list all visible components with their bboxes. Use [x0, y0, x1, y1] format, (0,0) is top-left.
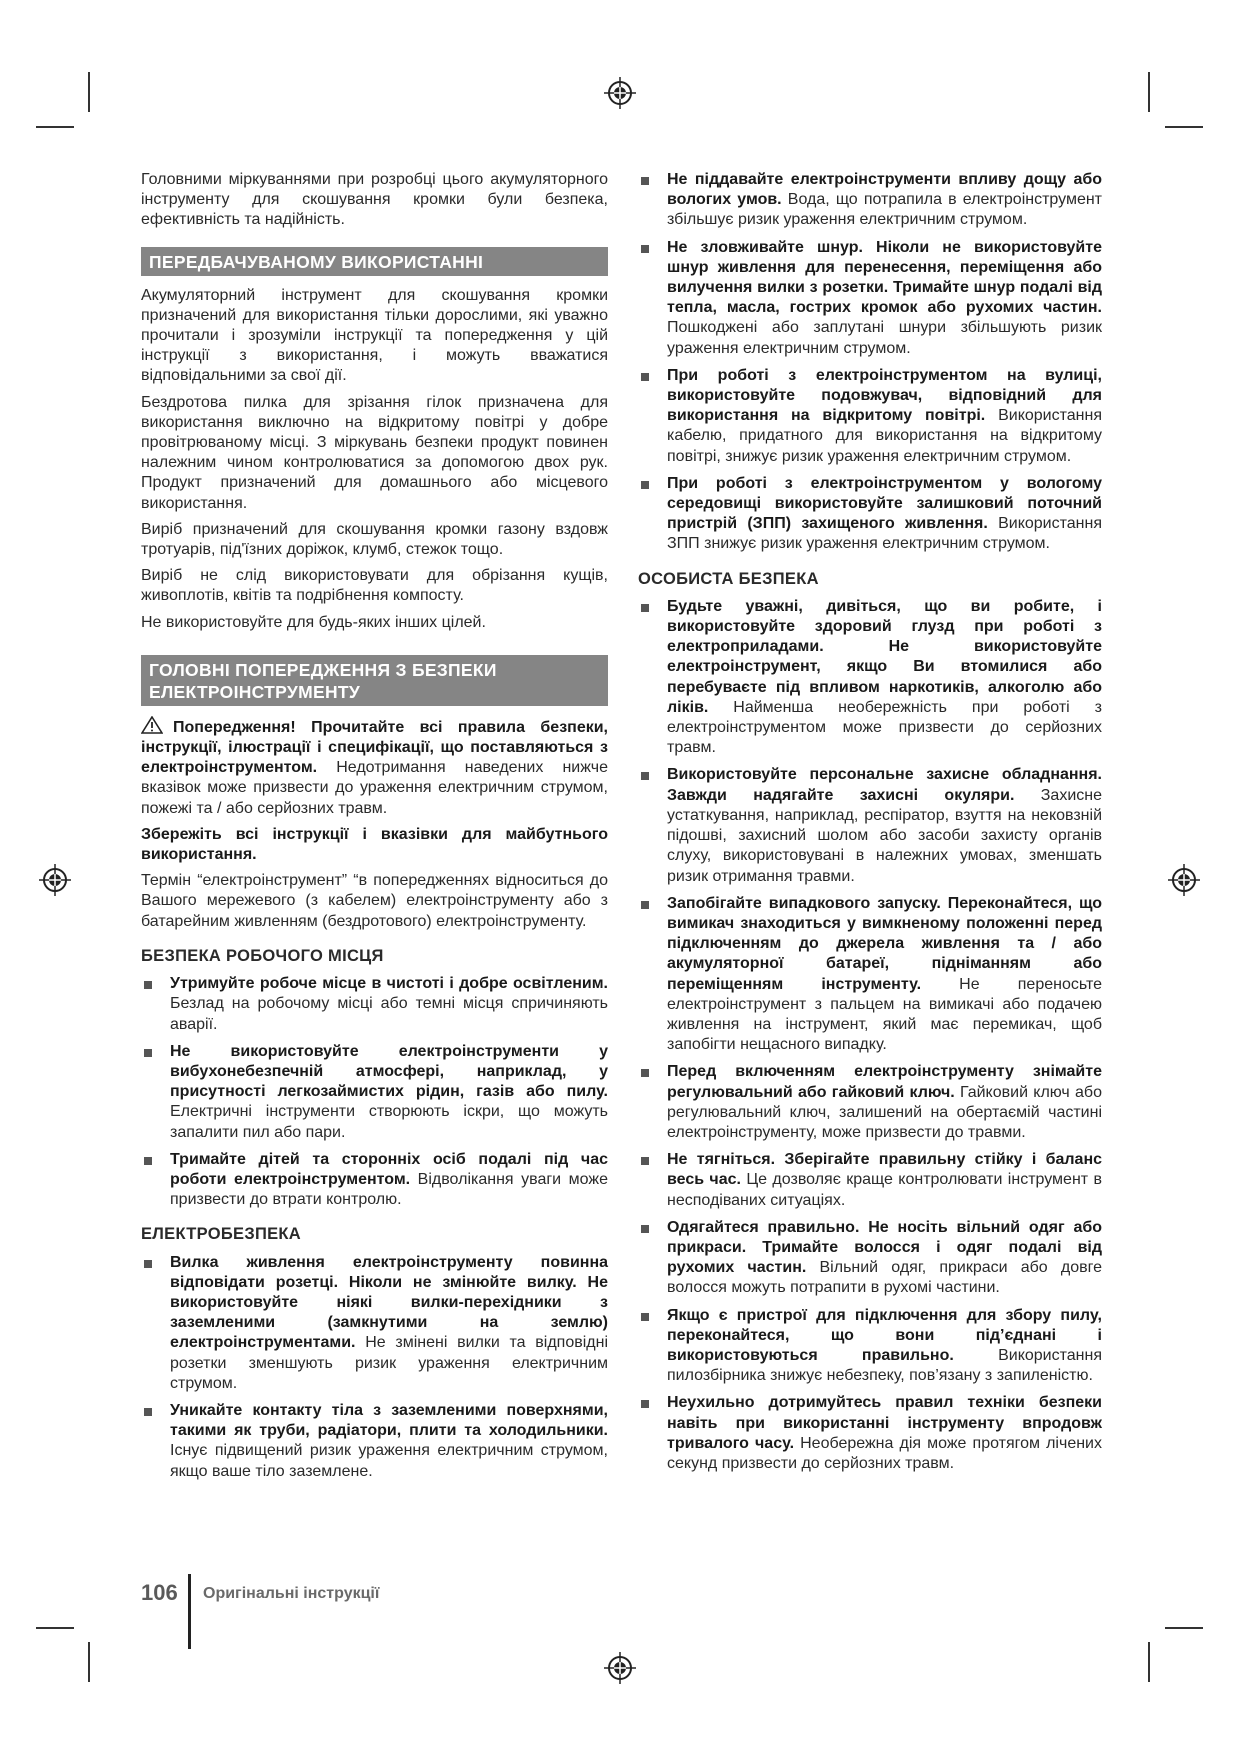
keep-instructions [141, 825, 608, 865]
warning-triangle-icon [141, 716, 163, 734]
list-item-text: Найменша необережність при роботі з електроінструментом може призвести до серйозних травм. [667, 698, 1102, 757]
list-item [638, 474, 1102, 555]
list-item [141, 1253, 608, 1394]
crop-mark [1148, 72, 1150, 112]
footer-label: Оригінальні інструкції [203, 1585, 380, 1602]
page-number: 106 [141, 1580, 178, 1605]
paragraph: Акумуляторний інструмент для скошування кромки призначений для використання тільки дорослими, які уважно прочитали і зрозуміли інструкції та попередження у цій інструкції з використання, і можуть вважатися відповідальними за свої дії. [141, 286, 608, 385]
list-item [141, 1150, 608, 1211]
list-item [141, 1401, 608, 1482]
paragraph: Бездротова пилка для зрізання гілок призначена для використання виключно на відкритому повітрі у добре провітрюваному місці. З міркувань безпеки продукт повинен належним чином контролюватися за допомогою двох рук. Продукт призначений для домашнього або місцевого використання. [141, 393, 608, 512]
electrical-list [141, 1253, 608, 1482]
list-item-bold: Утримуйте робоче місце в чистоті і добре освітленим. [170, 975, 608, 993]
list-item [638, 1150, 1102, 1211]
list-item-bold: Неухильно дотримуйтесь правил техніки безпеки навіть при використанні інструменту впродовж тривалого часу. [667, 1394, 1102, 1452]
list-item-text: Гайковий ключ або регулювальний ключ, залишений на обертаємій частині електроінструменту, може призвести до травми. [667, 1083, 1102, 1141]
left-column [141, 170, 608, 1489]
list-item [638, 894, 1102, 1056]
section-heading-intended-use: ПЕРЕДБАЧУВАНОМУ ВИКОРИСТАННІ [141, 247, 608, 276]
footer-divider [188, 1574, 191, 1649]
personal-list [638, 597, 1102, 1474]
paragraph: Виріб призначений для скошування кромки газону вздовж тротуарів, під'їзних доріжок, клумб, стежок тощо. [141, 520, 608, 559]
list-item-text: Відволікання уваги може призвести до втрати контролю. [170, 1170, 608, 1209]
crop-mark [88, 72, 90, 112]
crop-mark [88, 1642, 90, 1682]
workplace-list [141, 974, 608, 1210]
electrical-list-continued [638, 170, 1102, 555]
list-item-text: Використання кабелю, придатного для використання на відкритому повітрі, знижує ризик ураження електричним струмом. [667, 407, 1103, 465]
list-item-text: Використання пилозбірника знижує небезпеку, пов’язану з запиленістю. [667, 1346, 1102, 1385]
list-item [638, 597, 1102, 759]
crop-mark [1165, 1627, 1203, 1629]
list-item-text: Не змінені вилки та відповідні розетки зменшують ризик ураження електричним струмом. [170, 1334, 608, 1392]
list-item-text: Вода, що потрапила в електроінструмент збільшує ризик ураження електричним струмом. [667, 191, 1103, 229]
paragraph: Не використовуйте для будь-яких інших цілей. [141, 613, 486, 631]
list-item-bold: Уникайте контакту тіла з заземленими поверхнями, такими як труби, радіатори, плити та холодильники. [170, 1401, 608, 1440]
list-item-text: Пошкоджені або заплутані шнури збільшують ризик ураження електричним струмом. [667, 319, 1102, 357]
list-item-text: Безлад на робочому місці або темні місця спричиняють аварії. [170, 995, 608, 1033]
list-item-bold: Одягайтеся правильно. Не носіть вільний одяг або прикраси. Тримайте волосся і одяг подалі від рухомих частин. [667, 1218, 1102, 1277]
right-column [638, 170, 1102, 1481]
warning-text: Недотримання наведених нижче вказівок може призвести до ураження електричним струмом, пожежі та / або серйозних травм. [141, 759, 608, 817]
list-item-text: Необережна дія може протягом лічених секунд призвести до серйозних травм. [667, 1434, 1102, 1472]
list-item-bold: Вилка живлення електроінструменту повинна відповідати розетці. Ніколи не змінюйте вилку. Не використовуйте ніякі вилки-перехідники з заземленими (замкнутими на землю) електроінструментами. [170, 1253, 608, 1352]
list-item-bold: Не використовуйте електроінструменти у вибухонебезпечній атмосфері, наприклад, у присутності легкозаймистих рідин, газів або пилу. [170, 1042, 608, 1101]
list-item [141, 974, 608, 1035]
list-item-bold: Будьте уважні, дивіться, що ви робите, і використовуйте здоровий глузд при роботі з електроприладами. Не використовуйте електроінструмент, якщо Ви втомилися або перебуваєте під впливом наркотиків, алкоголю або ліків. [667, 597, 1102, 716]
list-item-text: Використання ЗПП знижує ризик ураження електричним струмом. [667, 515, 1103, 553]
list-item-text: Вільний одяг, прикраси або довге волосся можуть потрапити в рухомі частини. [667, 1259, 1102, 1297]
list-item [638, 1218, 1102, 1299]
list-item-bold: Перед включенням електроінструменту знімайте регулювальний або гайковий ключ. [667, 1063, 1102, 1101]
paragraph: Виріб не слід використовувати для обрізання кущів, живоплотів, квітів та подрібнення компосту. [141, 567, 608, 605]
list-item-bold: При роботі з електроінструментом у вологому середовищі використовуйте залишковий поточний пристрій (ЗПП) захищеного живлення. [667, 474, 1102, 533]
list-item-text: Захисне устаткування, наприклад, респіратор, взуття на нековзній підошві, захисний шолом або засоби захисту органів слуху, використовувані в належних умовах, зменшать ризик отримання травми. [667, 786, 1102, 885]
registration-mark-icon [1167, 863, 1201, 897]
section-heading-line: ЕЛЕКТРОІНСТРУМЕНТУ [149, 681, 361, 702]
list-item [638, 1062, 1102, 1143]
subheading-personal-safety: ОСОБИСТА БЕЗПЕКА [638, 569, 819, 588]
list-item-text: Існує підвищений ризик ураження електричним струмом, якщо ваше тіло заземлене. [170, 1442, 608, 1480]
list-item-bold: Не піддавайте електроінструменти впливу дощу або вологих умов. [667, 171, 1102, 209]
subheading-electrical-safety: ЕЛЕКТРОБЕЗПЕКА [141, 1225, 302, 1244]
section-heading-general-warnings [141, 655, 608, 706]
list-item [638, 765, 1102, 886]
list-item-bold: При роботі з електроінструментом на вулиці, використовуйте подовжувач, відповідний для використання на відкритому повітрі. [667, 366, 1102, 425]
list-item-bold: Використовуйте персональне захисне обладнання. Завжди надягайте захисні окуляри. [667, 766, 1102, 804]
list-item [638, 170, 1102, 231]
crop-mark [1165, 126, 1203, 128]
warning-bold-text: Попередження! Прочитайте всі правила безпеки, інструкції, ілюстрації і специфікації, що поставляються з електроінструментом. [141, 718, 608, 777]
crop-mark [1148, 1642, 1150, 1682]
crop-mark [36, 126, 74, 128]
registration-mark-icon [38, 863, 72, 897]
registration-mark-icon [603, 1651, 637, 1685]
list-item-bold: Запобігайте випадкового запуску. Переконайтеся, що вимикач знаходиться у вимкненому положенні перед підключенням до джерела живлення та / або акумуляторної батареї, підніманням або переміщенням інструменту. [667, 894, 1102, 993]
section-heading-line: ГОЛОВНІ ПОПЕРЕДЖЕННЯ З БЕЗПЕКИ [149, 659, 497, 680]
intro-paragraph: Головними міркуваннями при розробці цього акумуляторного інструменту для скошування кромки були безпека, ефективність та надійність. [141, 171, 608, 229]
list-item [638, 1306, 1102, 1387]
subheading-workplace-safety: БЕЗПЕКА РОБОЧОГО МІСЦЯ [141, 946, 384, 965]
registration-mark-icon [603, 76, 637, 110]
list-item [638, 366, 1102, 467]
crop-mark [36, 1627, 74, 1629]
keep-instructions-bold: Збережіть всі інструкції і вказівки для майбутнього використання. [141, 825, 608, 864]
warning-paragraph [141, 716, 608, 819]
list-item [638, 238, 1102, 359]
list-item-bold: Тримайте дітей та сторонніх осіб подалі під час роботи електроінструментом. [170, 1150, 608, 1188]
list-item-bold: Не тягніться. Зберігайте правильну стійку і баланс весь час. [667, 1151, 1102, 1189]
list-item-text: Це дозволяє краще контролювати інструмент в несподіваних ситуаціях. [667, 1171, 1102, 1209]
list-item [141, 1042, 608, 1143]
list-item-text: Не переносьте електроінструмент з пальцем на вимикачі або подачею живлення на інструмент, який має перемикач, щоб запобігти нещасного випадку. [667, 975, 1102, 1054]
list-item-bold: Якщо є пристрої для підключення для збору пилу, переконайтеся, що вони під’єднані і використовуються правильно. [667, 1306, 1102, 1364]
list-item [638, 1393, 1102, 1474]
list-item-bold: Не зловживайте шнур. Ніколи не використовуйте шнур живлення для перенесення, переміщення або вилучення вилки з розетки. Тримайте шнур подалі від тепла, масла, гострих кромок або рухомих частин. [667, 238, 1102, 317]
term-paragraph: Термін “електроінструмент” “в попередженнях відноситься до Вашого мережевого (з кабелем) електроінструменту або з батарейним живленням (бездротового) електроінструменту. [141, 872, 608, 930]
list-item-text: Електричні інструменти створюють іскри, що можуть запалити пил або пари. [170, 1103, 608, 1141]
